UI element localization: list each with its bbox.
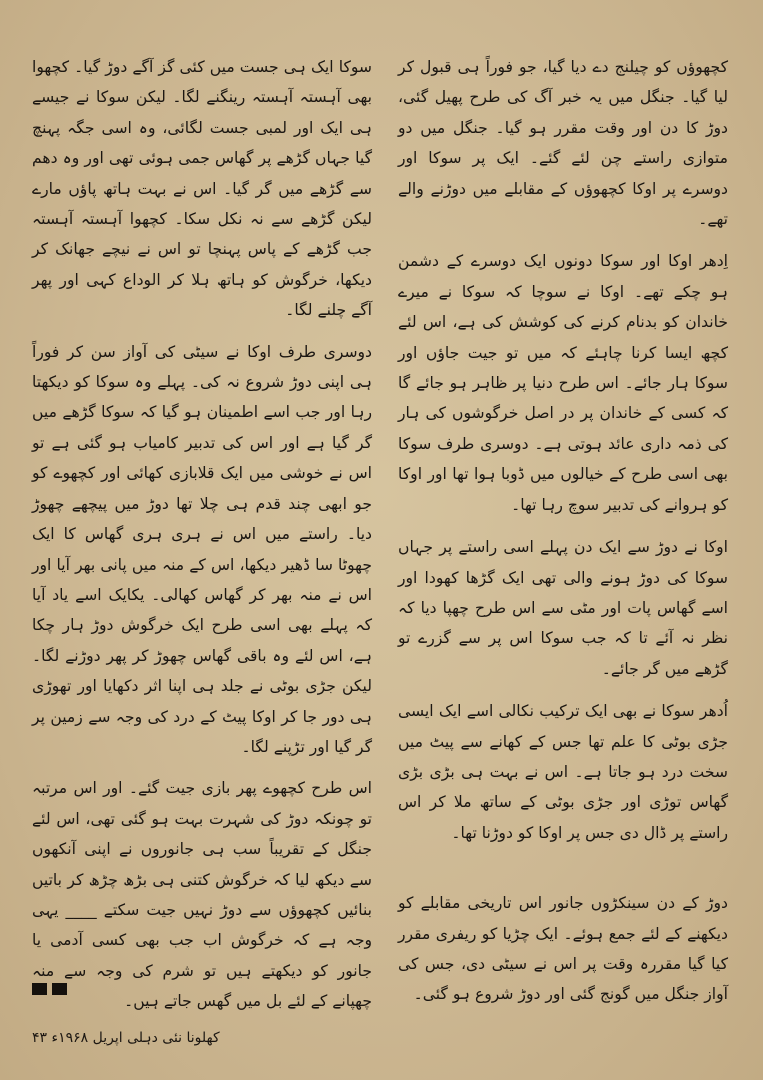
end-mark-square-icon bbox=[32, 983, 47, 995]
paragraph: سوکا ایک ہی جست میں کئی گز آگے دوڑ گیا۔ کچھوا بھی آہستہ آہستہ رینگنے لگا۔ لیکن سوکا نے جیسے ہی ایک اور لمبی جست لگائی، وہ اسی جگہ پہنچ گیا جہاں گڑھے پر گھاس جمی ہوئی تھی اور وہ دھم سے گڑھے میں گر گیا۔ اس نے بہت ہاتھ پاؤں مارے لیکن گڑھے سے نہ نکل سکا۔ کچھوا آہستہ آہستہ جب گڑھے کے پاس پہنچا تو اس نے نیچے جھانک کر دیکھا، خرگوش کو ہاتھ ہلا کر الوداع کہی اور پھر آگے چلنے لگا۔ bbox=[32, 58, 372, 320]
text-column-left bbox=[32, 52, 372, 1028]
paragraph: دوسری طرف اوکا نے سیٹی کی آواز سن کر فوراً ہی اپنی دوڑ شروع نہ کی۔ پہلے وہ سوکا کو دیکھتا رہا اور جب اسے اطمینان ہو گیا کہ سوکا گڑھے میں گر گیا ہے اور اس کی تدبیر کامیاب ہو گئی ہے تو اس نے خوشی میں ایک قلابازی کھائی اور کچھوے کو جو ابھی چند قدم ہی چلا تھا دوڑ میں پیچھے چھوڑ دیا۔ راستے میں اس نے ہری ہری گھاس کا ایک چھوٹا سا ڈھیر دیکھا، اس کے منہ میں پانی بھر آیا اور اس نے منہ بھر کر گھاس کھالی۔ یکایک اسے یاد آیا کہ پہلے بھی اسی طرح ایک خرگوش دوڑ ہار چکا ہے، اس لئے وہ باقی گھاس چھوڑ کر پھر دوڑنے لگا۔ لیکن جڑی بوٹی نے جلد ہی اپنا اثر دکھایا اور تھوڑی ہی دور جا کر اوکا پیٹ کے درد کی وجہ سے زمین پر گر گیا اور تڑپنے لگا۔ bbox=[32, 342, 372, 756]
paragraph: دوڑ کے دن سینکڑوں جانور اس تاریخی مقابلے کو دیکھنے کے لئے جمع ہوئے۔ ایک چڑیا کو ریفری مقرر کیا گیا مقررہ وقت پر اس نے سیٹی دی، جس کی آواز جنگل میں گونج گئی اور دوڑ شروع ہو گئی۔ bbox=[398, 894, 728, 1004]
paragraph: اِدھر اوکا اور سوکا دونوں ایک دوسرے کے دشمن ہو چکے تھے۔ اوکا نے سوچا کہ سوکا نے میرے خاندان کو بدنام کرنے کی کوشش کی ہے، اس لئے کچھ ایسا کرنا چاہئے کہ میں تو جیت جاؤں اور سوکا ہار جائے۔ اس طرح دنیا پر ظاہر ہو جائے گا کہ کسی کے خاندان پر در اصل خرگوشوں کی ہار کی ذمہ داری عائد ہوتی ہے۔ دوسری طرف سوکا بھی اسی طرح کے خیالوں میں ڈوبا ہوا تھا اور اوکا کو ہروانے کی تدبیر سوچ رہا تھا۔ bbox=[398, 252, 728, 514]
end-mark bbox=[32, 983, 67, 995]
end-mark-square-icon bbox=[52, 983, 67, 995]
paragraph: کچھوؤں کو چیلنج دے دیا گیا، جو فوراً ہی قبول کر لیا گیا۔ جنگل میں یہ خبر آگ کی طرح پھیل گئی، دوڑ کا دن اور وقت مقرر ہو گیا۔ جنگل میں دو متوازی راستے چن لئے گئے۔ ایک پر سوکا اور دوسرے پر اوکا کچھوؤں کے مقابلے میں دوڑنے والے تھے۔ bbox=[398, 58, 728, 229]
paragraph: اس طرح کچھوے پھر بازی جیت گئے۔ اور اس مرتبہ تو چونکہ دوڑ کی شہرت بہت ہو گئی تھی، اس لئے جنگل کے تقریباً سب ہی جانوروں نے اپنی آنکھوں سے دیکھ لیا کہ خرگوش کتنی ہی بڑھ چڑھ کر باتیں بنائیں کچھوؤں سے دوڑ نہیں جیت سکتے ____ یہی وجہ ہے کہ خرگوش اب جب بھی کسی آدمی یا جانور کو دیکھتے ہیں تو شرم کی وجہ سے منہ چھپانے کے لئے بل میں گھس جاتے ہیں۔ bbox=[32, 779, 372, 1011]
paragraph: اوکا نے دوڑ سے ایک دن پہلے اسی راستے پر جہاں سوکا کی دوڑ ہونے والی تھی ایک گڑھا کھودا اور اسے گھاس پات اور مٹی سے اس طرح چھپا دیا کہ نظر نہ آئے تا کہ جب سوکا اس پر سے گزرے تو گڑھے میں گر جائے۔ bbox=[398, 538, 728, 678]
text-column-right bbox=[398, 52, 728, 1022]
paragraph: اُدھر سوکا نے بھی ایک ترکیب نکالی اسے ایک ایسی جڑی بوٹی کا علم تھا جس کے کھانے سے پیٹ میں سخت درد ہو جاتا ہے۔ اس نے بہت ہی بڑی بڑی گھاس توڑی اور جڑی بوٹی کے ساتھ ملا کر اس راستے پر ڈال دی جس پر اوکا کو دوڑنا تھا۔ bbox=[398, 702, 728, 842]
page-footer: کھلونا نئی دہلی اپریل ۱۹۶۸ء ۴۳ bbox=[32, 1030, 220, 1046]
